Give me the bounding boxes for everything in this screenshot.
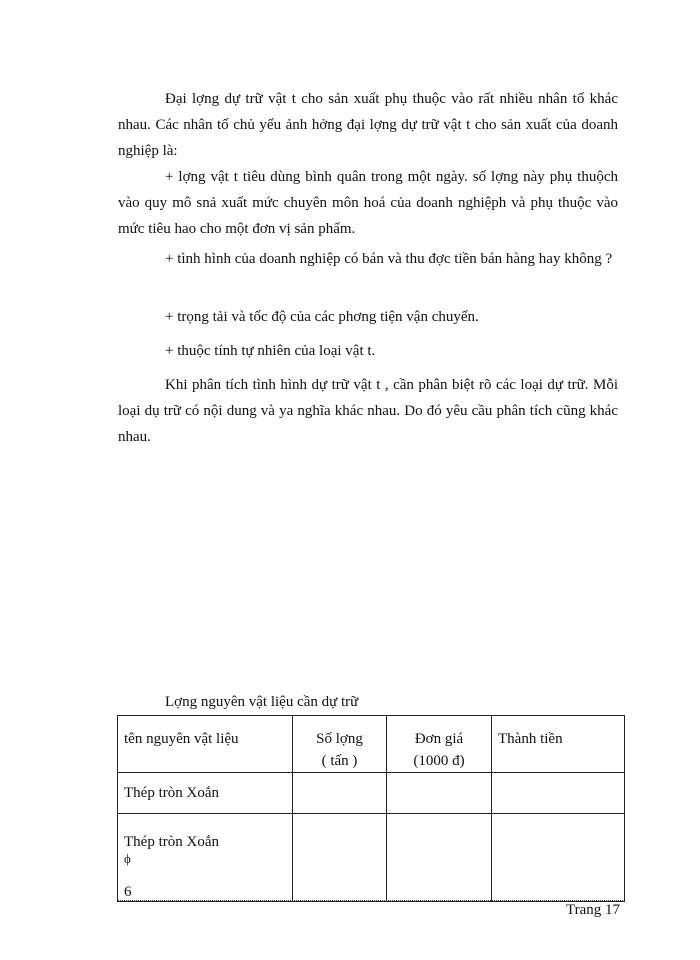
- header-quantity: Số lợng ( tấn ): [293, 716, 387, 773]
- total-cell: [492, 814, 625, 902]
- header-material-name: tên nguyên vật liệu: [118, 716, 293, 773]
- quantity-cell: [293, 773, 387, 814]
- paragraph-factor-2: + tình hình của doanh nghiệp có bán và thu đợc tiền bán hàng hay không ?: [165, 251, 613, 267]
- paragraph-analysis: Khi phân tích tình hình dự trữ vật t , cần phân biệt rõ các loại dự trữ. Mỗi loại dụ trữ có nội dung và ya nghĩa khác nhau. Do đó yêu cầu phân tích cũng khác nhau.: [118, 377, 618, 445]
- diameter-symbol: ϕ: [124, 851, 131, 866]
- materials-table: [117, 715, 625, 902]
- paragraph-factor-3: + trọng tải và tốc độ của các phơng tiện vận chuyển.: [165, 309, 479, 325]
- quantity-cell: [293, 814, 387, 902]
- table-caption: Lợng nguyên vật liệu cần dự trữ: [165, 694, 359, 710]
- table-row: [118, 814, 625, 902]
- paragraph-factor-4: + thuộc tính tự nhiên của loại vật t.: [165, 343, 376, 359]
- material-name-cell: Thép tròn Xoắn: [118, 773, 293, 814]
- unit-price-cell: [387, 773, 492, 814]
- table-header-row: [118, 716, 625, 773]
- material-name-cell: Thép tròn Xoắn $^\phi$ 6: [118, 814, 293, 902]
- header-total: Thành tiền: [492, 716, 625, 773]
- header-unit-price: Đơn giá (1000 đ): [387, 716, 492, 773]
- paragraph-intro: Đại lợng dự trữ vật t cho sản xuất phụ thuộc vào rất nhiều nhân tố khác nhau. Các nhân tố chủ yếu ảnh hởng đại lợng dự trữ vật t cho sản xuất của doanh nghiệp là:: [118, 91, 618, 159]
- total-cell: [492, 773, 625, 814]
- paragraph-factor-1: + lợng vật t tiêu dùng bình quân trong một ngày. số lợng này phụ thuộch vào quy mô snả xuất mức chuyên môn hoá của doanh nghiệph và phụ thuộc vào mức tiêu hao cho một đơn vị sản phẩm.: [118, 169, 618, 237]
- footer-divider: [118, 900, 623, 901]
- table-row: [118, 773, 625, 814]
- unit-price-cell: [387, 814, 492, 902]
- page-number: Trang 17: [565, 902, 620, 918]
